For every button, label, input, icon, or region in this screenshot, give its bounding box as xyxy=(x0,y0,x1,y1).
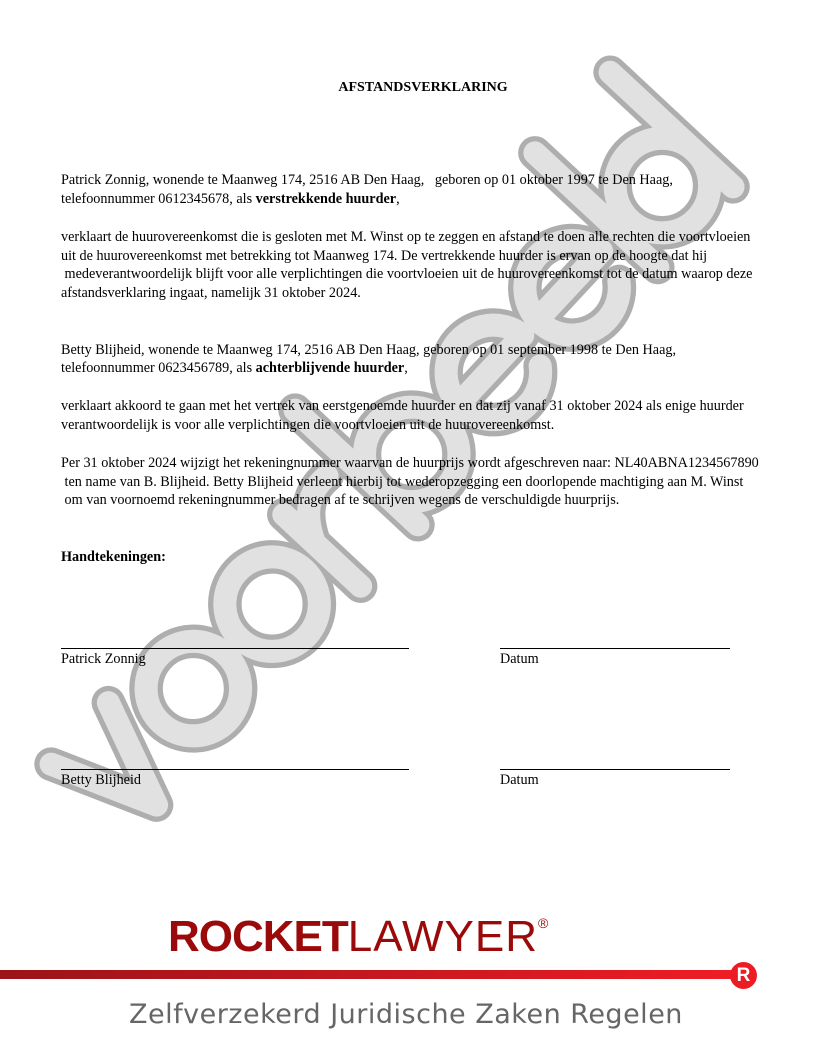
tenant2-line2 xyxy=(61,360,408,377)
text: , xyxy=(396,191,400,207)
p2-line: verklaart de huurovereenkomst die is gesloten met M. Winst op te zeggen en afstand te doen alle rechten die voortvloeien xyxy=(61,229,751,245)
p2-line: medeverantwoordelijk blijft voor alle verplichtingen die voortvloeien uit de huurovereenkomst tot de datum waarop deze xyxy=(61,266,753,282)
role-bold: achterblijvende huurder xyxy=(255,360,405,376)
p2-line: uit de huurovereenkomst met betrekking tot Maanweg 174. De vertrekkende huurder is ervan op de hoogte dat hij xyxy=(61,248,708,264)
document-title: AFSTANDSVERKLARING xyxy=(338,80,508,95)
tenant1-line1: Patrick Zonnig, wonende te Maanweg 174, 2516 AB Den Haag, geboren op 01 oktober 1997 te Den Haag, xyxy=(61,172,673,188)
signature-line xyxy=(61,648,409,649)
text: telefoonnummer 0623456789, als xyxy=(61,360,256,376)
logo-light: LAWYER xyxy=(347,912,538,961)
signature-line xyxy=(61,769,409,770)
p2-line: afstandsverklaring ingaat, namelijk 31 oktober 2024. xyxy=(61,285,361,301)
r-badge-icon: R xyxy=(730,962,757,989)
footer-bar xyxy=(0,970,735,979)
signatures-heading: Handtekeningen: xyxy=(61,549,166,565)
p5-line: Per 31 oktober 2024 wijzigt het rekeningnummer waarvan de huurprijs wordt afgeschreven naar: NL40ABNA1234567890 xyxy=(61,455,759,471)
date-label: Datum xyxy=(500,651,539,667)
signer-name: Betty Blijheid xyxy=(61,772,141,788)
tenant1-line2 xyxy=(61,191,400,208)
signer-name: Patrick Zonnig xyxy=(61,651,146,667)
rocketlawyer-logo xyxy=(168,912,549,962)
registered-mark: ® xyxy=(537,915,550,931)
date-line xyxy=(500,769,730,770)
logo-bold: ROCKET xyxy=(168,912,348,961)
date-label: Datum xyxy=(500,772,539,788)
role-bold: verstrekkende huurder xyxy=(255,191,397,207)
tagline: Zelfverzekerd Juridische Zaken Regelen xyxy=(129,999,683,1030)
tenant2-line1: Betty Blijheid, wonende te Maanweg 174, 2516 AB Den Haag, geboren op 01 september 1998 te Den Haag, xyxy=(61,342,677,358)
date-line xyxy=(500,648,730,649)
p5-line: om van voornoemd rekeningnummer bedragen af te schrijven wegens de verschuldigde huurprijs. xyxy=(61,492,620,508)
text: telefoonnummer 0612345678, als xyxy=(61,191,256,207)
text: , xyxy=(404,360,408,376)
p4-line: verantwoordelijk is voor alle verplichtingen die voortvloeien uit de huurovereenkomst. xyxy=(61,417,555,433)
p4-line: verklaart akkoord te gaan met het vertrek van eerstgenoemde huurder en dat zij vanaf 31 oktober 2024 als enige huurder xyxy=(61,398,744,414)
p5-line: ten name van B. Blijheid. Betty Blijheid verleent hierbij tot wederopzegging een doorlopende machtiging aan M. Winst xyxy=(61,474,744,490)
